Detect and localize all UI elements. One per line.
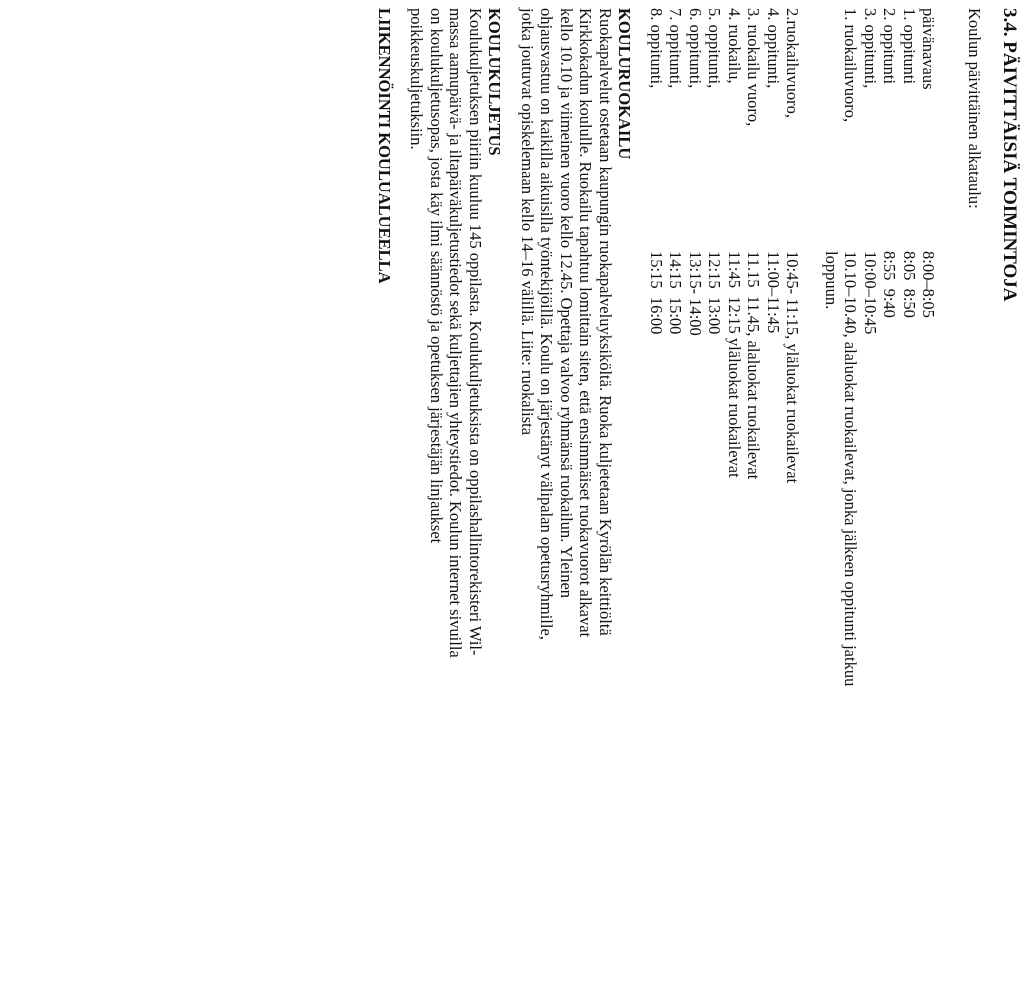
schedule-time: 8:55 9:40 xyxy=(880,251,900,318)
paragraph-line: jotka joutuvat opiskelemaan kello 14–16 välillä. Liite: ruokalista xyxy=(518,8,537,436)
paragraph-line: Ruokapalvelut ostetaan kaupungin ruokapalveluyksiköltä. Ruoka kuljetetaan Kyrölän keittiöltä xyxy=(596,8,615,636)
paragraph-line: massa aamupäivä- ja iltapäiväkuljetustiedot sekä kuljettajien yhteystiedot. Koulun internet sivuilla xyxy=(446,8,466,658)
schedule-row xyxy=(900,8,920,980)
schedule-label: 3. ruokailu vuoro, xyxy=(744,8,764,127)
schedule-row xyxy=(666,8,686,980)
daily-schedule xyxy=(647,8,939,980)
paragraph-line: on koulukuljetusopas, josta käy ilmi säännöstö ja opetuksen järjestäjän linjaukset xyxy=(427,8,446,544)
schedule-row xyxy=(764,8,784,980)
schedule-time: 11.15 11.45, alaluokat ruokailevat xyxy=(744,251,764,480)
schedule-label: päivänavaus xyxy=(919,8,939,90)
schedule-label: 1. oppitunti xyxy=(900,8,919,85)
schedule-row xyxy=(744,8,764,980)
schedule-label: 3. oppitunti, xyxy=(861,8,880,89)
schedule-time: 14:15 15:00 xyxy=(666,251,686,335)
schedule-time: 13:15- 14:00 xyxy=(686,251,705,336)
paragraph-line: ohjausvastuu on kaikilla aikuisilla työntekijöillä. Koulu on järjestänyt välipalan opetusryhmille, xyxy=(537,8,557,640)
schedule-row xyxy=(725,8,745,980)
schedule-time: 10:00–10:45 xyxy=(861,251,880,335)
schedule-time: 10.10–10.40, alaluokat ruokailevat, jonka jälkeen oppitunti jatkuu xyxy=(841,251,861,687)
paragraph-line: Koulukuljetuksen piiriin kuuluu 145 oppilasta. Koulukuljetuksista on oppilashallintorekisteri Wil- xyxy=(466,8,485,656)
schedule-row xyxy=(861,8,881,980)
heading-koulukuljetus: KOULUKULJETUS xyxy=(485,8,505,156)
paragraph-line: kello 10.10 ja viimeinen vuoro kello 12.45. Opettaja valvoo ryhmänsä ruokailun. Yleinen xyxy=(557,8,576,599)
schedule-intro: Koulun päivittäinen alkataulu: xyxy=(965,8,984,209)
schedule-label: 4. oppitunti, xyxy=(764,8,783,89)
schedule-row-continuation xyxy=(822,8,842,980)
schedule-label: 7. oppitunti, xyxy=(666,8,686,89)
schedule-time: 12:15 13:00 xyxy=(705,251,725,335)
schedule-row xyxy=(783,8,803,980)
schedule-label: 2. oppitunti xyxy=(880,8,900,85)
schedule-time: 11:45 12:15 yläluokat ruokailevat xyxy=(725,251,744,478)
heading-liikennointi: LIIKENNÖINTI KOULUALUEELLA xyxy=(375,8,394,284)
paragraph-line: poikkeuskuljetuksiin. xyxy=(407,8,427,150)
schedule-time: 11:00–11:45 xyxy=(764,251,783,334)
schedule-note: loppuun. xyxy=(822,251,841,310)
schedule-row xyxy=(919,8,939,980)
schedule-time: 8:05 8:50 xyxy=(900,251,919,318)
schedule-row xyxy=(841,8,861,980)
schedule-row xyxy=(705,8,725,980)
schedule-time: 15:15 16:00 xyxy=(647,251,666,335)
schedule-row xyxy=(686,8,706,980)
schedule-time: 8:00–8:05 xyxy=(919,251,939,318)
schedule-row xyxy=(647,8,667,980)
schedule-row xyxy=(880,8,900,980)
heading-kouluruokailu: KOULURUOKAILU xyxy=(615,8,635,160)
paragraph-line: Kirkkokadun koululle. Ruokailu tapahtuu lomittain siten, että ensimmäiset ruokavuorot alkavat xyxy=(576,8,596,638)
schedule-time: 10:45- 11:15, yläluokat ruokailevat xyxy=(783,251,803,484)
schedule-label: 8. oppitunti, xyxy=(647,8,666,89)
schedule-label: 1. ruokailuvuoro, xyxy=(841,8,861,123)
schedule-label: 4. ruokailu, xyxy=(725,8,744,84)
schedule-label: 5. oppitunti, xyxy=(705,8,725,89)
paragraph-kouluruokailu xyxy=(518,8,616,980)
paragraph-koulukuljetus xyxy=(407,8,485,980)
schedule-label: 2.ruokailuvuoro, xyxy=(783,8,803,118)
document-content xyxy=(375,8,1021,980)
section-title: 3.4. PÄIVITTÄISIÄ TOIMINTOJA xyxy=(999,8,1020,302)
schedule-label: 6. oppitunti, xyxy=(686,8,705,89)
